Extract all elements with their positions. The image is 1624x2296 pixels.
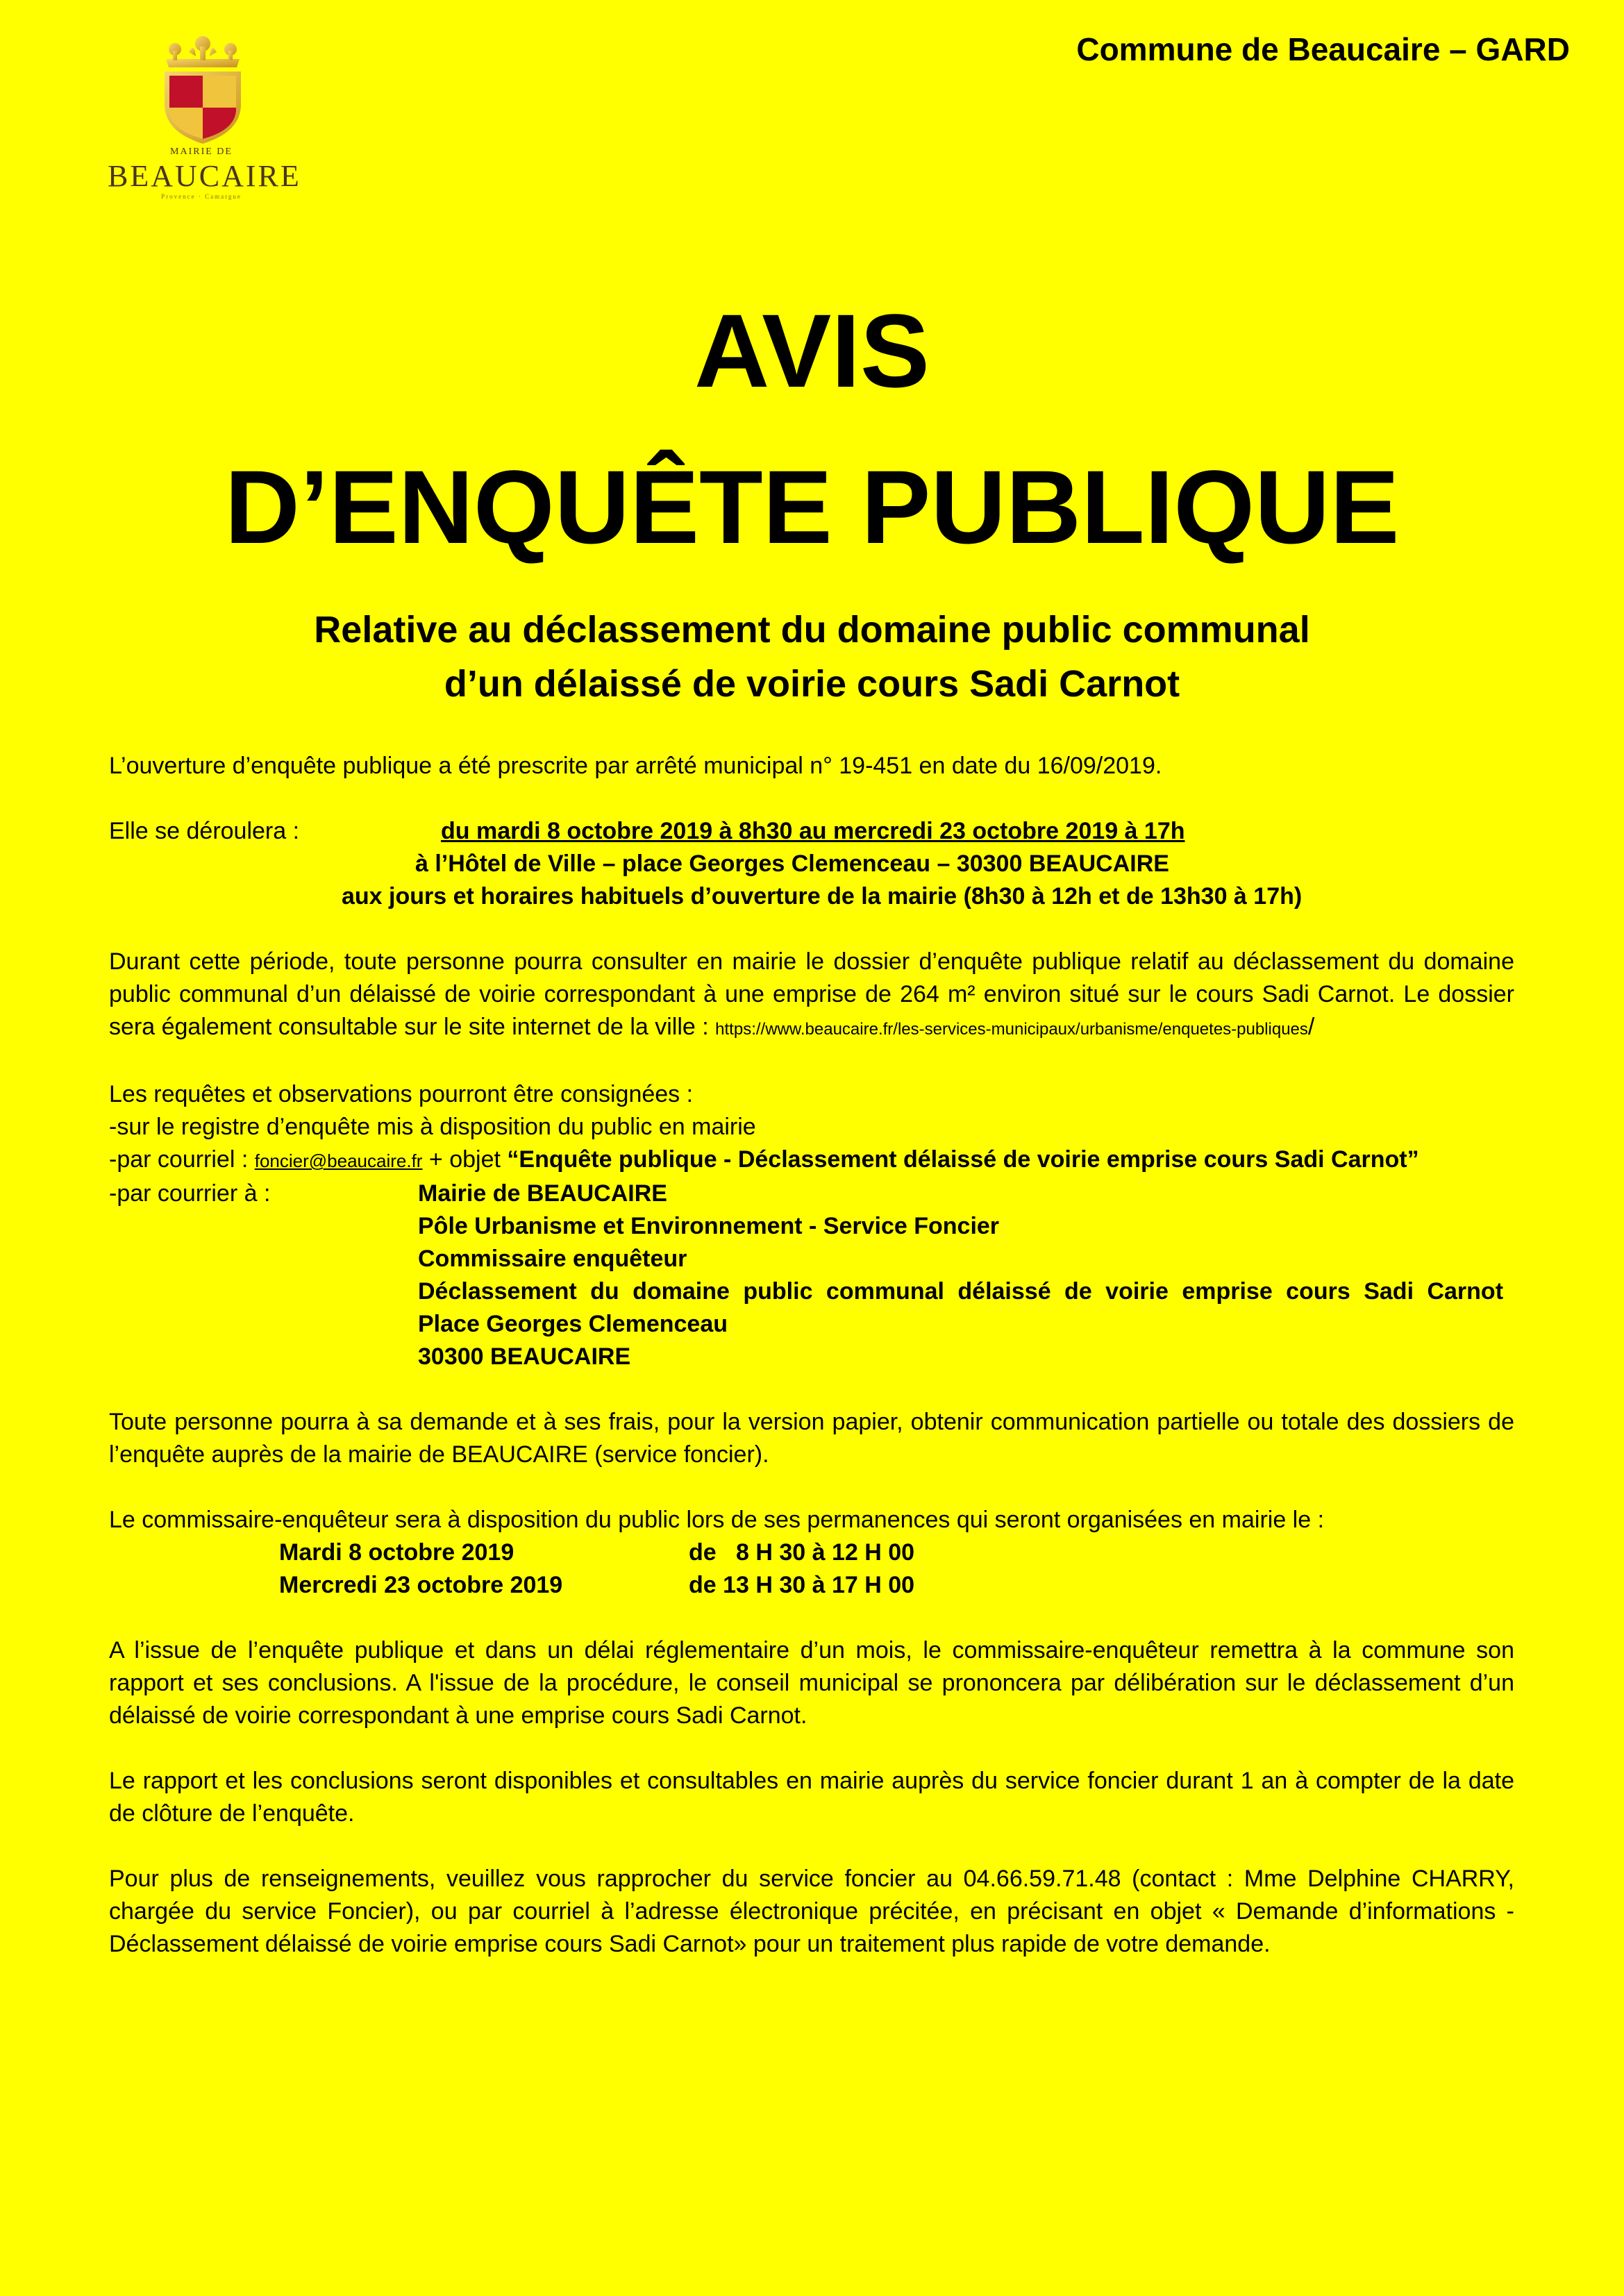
mairie-logo [108,31,301,200]
courrier-label: -par courrier à : [109,1180,271,1207]
ouverture-paragraph: L’ouverture d’enquête publique a été prescrite par arrêté municipal n° 19-451 en date du 16/09/2019. [109,753,1162,779]
adresse-line-6: 30300 BEAUCAIRE [418,1343,631,1370]
issue-paragraph: A l’issue de l’enquête publique et dans un délai réglementaire d’un mois, le commissaire-enquêteur remettra à la commune son rapport et ses conclusions. A l'issue de la procédure, le conseil municipal se prononcera par délibération sur le déclassement d’un délaissé de voirie correspondant à une emprise cours Sadi Carnot. [109,1637,1514,1729]
commune-header: Commune de Beaucaire – GARD [1076,31,1570,67]
adresse-line-4: Déclassement du domaine public communal délaissé de voirie emprise cours Sadi Carnot [418,1278,1504,1305]
courrier-row [109,1178,1514,1210]
deroulement-dates: du mardi 8 octobre 2019 à 8h30 au mercredi 23 octobre 2019 à 17h [441,818,1185,844]
adresse-line-3: Commissaire enquêteur [418,1246,687,1272]
deroulement-row [109,815,1514,848]
logo-brand-name: BEAUCAIRE [108,159,301,193]
logo-mairie-de: MAIRIE DE [170,146,233,157]
requetes-intro: Les requêtes et observations pourront être consignées : [109,1081,694,1107]
deroulement-horaires: aux jours et horaires habituels d’ouverture de la mairie (8h30 à 12h et de 13h30 à 17h) [342,883,1303,910]
consultation-url-part-1[interactable]: https://www.beaucaire.fr/les-services- [715,1020,991,1039]
communication-paragraph: Toute personne pourra à sa demande et à ses frais, pour la version papier, obtenir communication partielle ou totale des dossiers de l’enquête auprès de la mairie de BEAUCAIRE (service foncier). [109,1409,1514,1468]
courriel-label: -par courriel : [109,1146,249,1173]
title-avis: AVIS [694,292,930,409]
deroulement-lieu: à l’Hôtel de Ville – place Georges Clemenceau – 30300 BEAUCAIRE [415,850,1169,877]
title-enquete-publique: D’ENQUÊTE PUBLIQUE [224,449,1400,565]
rapport-paragraph: Le rapport et les conclusions seront disponibles et consultables en mairie auprès du service foncier durant 1 an à compter de la date de clôture de l’enquête. [109,1768,1514,1827]
courriel-objet-prefix: + objet [422,1146,508,1173]
consultation-url-end: / [1307,1014,1315,1040]
permanence-hours: de 13 H 30 à 17 H 00 [689,1572,915,1598]
permanence-row [109,1569,1514,1602]
courriel-objet: “Enquête publique - Déclassement délaissé de voirie emprise cours Sadi Carnot” [507,1146,1419,1173]
permanence-date: Mardi 8 octobre 2019 [279,1539,514,1566]
consultation-text: Durant cette période, toute personne pourra consulter en mairie le dossier d’enquête publique relatif au déclassement du domaine public communal d’un délaissé de voirie correspondant à une emprise de 264 m² environ situé sur le cours Sadi Carnot. Le dossier sera également consultable sur le site internet de la ville : [109,948,1514,1040]
crest-logo-icon [151,31,255,146]
adresse-line-2: Pôle Urbanisme et Environnement - Service Foncier [418,1213,1000,1239]
renseignements-paragraph: Pour plus de renseignements, veuillez vous rapprocher du service foncier au 04.66.59.71.48 (contact : Mme Delphine CHARRY, chargée du service Foncier), ou par courriel à l’adresse électronique précitée, en précisant en objet « Demande d’informations - Déclassement délaissé de voirie emprise cours Sadi Carnot» pour un traitement plus rapide de votre demande. [109,1866,1514,1957]
requetes-registre: -sur le registre d’enquête mis à disposition du public en mairie [109,1114,756,1140]
adresse-line-5: Place Georges Clemenceau [418,1311,728,1337]
permanences-intro: Le commissaire-enquêteur sera à disposition du public lors de ses permanences qui seront organisées en mairie le : [109,1507,1325,1533]
courriel-email-link[interactable]: foncier@beaucaire.fr [254,1150,423,1171]
subtitle [0,603,1624,711]
permanence-row [109,1536,1514,1569]
requetes-courriel [109,1143,1514,1178]
logo-tagline: Provence · Camargue [161,193,242,200]
adresse-line-1: Mairie de BEAUCAIRE [418,1180,667,1207]
permanence-hours: de 8 H 30 à 12 H 00 [689,1539,915,1566]
deroulement-label: Elle se déroulera : [109,818,300,844]
notice-body [109,750,1514,1961]
consultation-url-part-2[interactable]: municipaux/urbanisme/enquetes-publiques [991,1020,1308,1039]
consultation-paragraph [109,946,1514,1046]
subtitle-line-2: d’un délaissé de voirie cours Sadi Carnot [444,663,1180,705]
subtitle-line-1: Relative au déclassement du domaine public communal [314,609,1310,651]
permanence-date: Mercredi 23 octobre 2019 [279,1572,563,1598]
